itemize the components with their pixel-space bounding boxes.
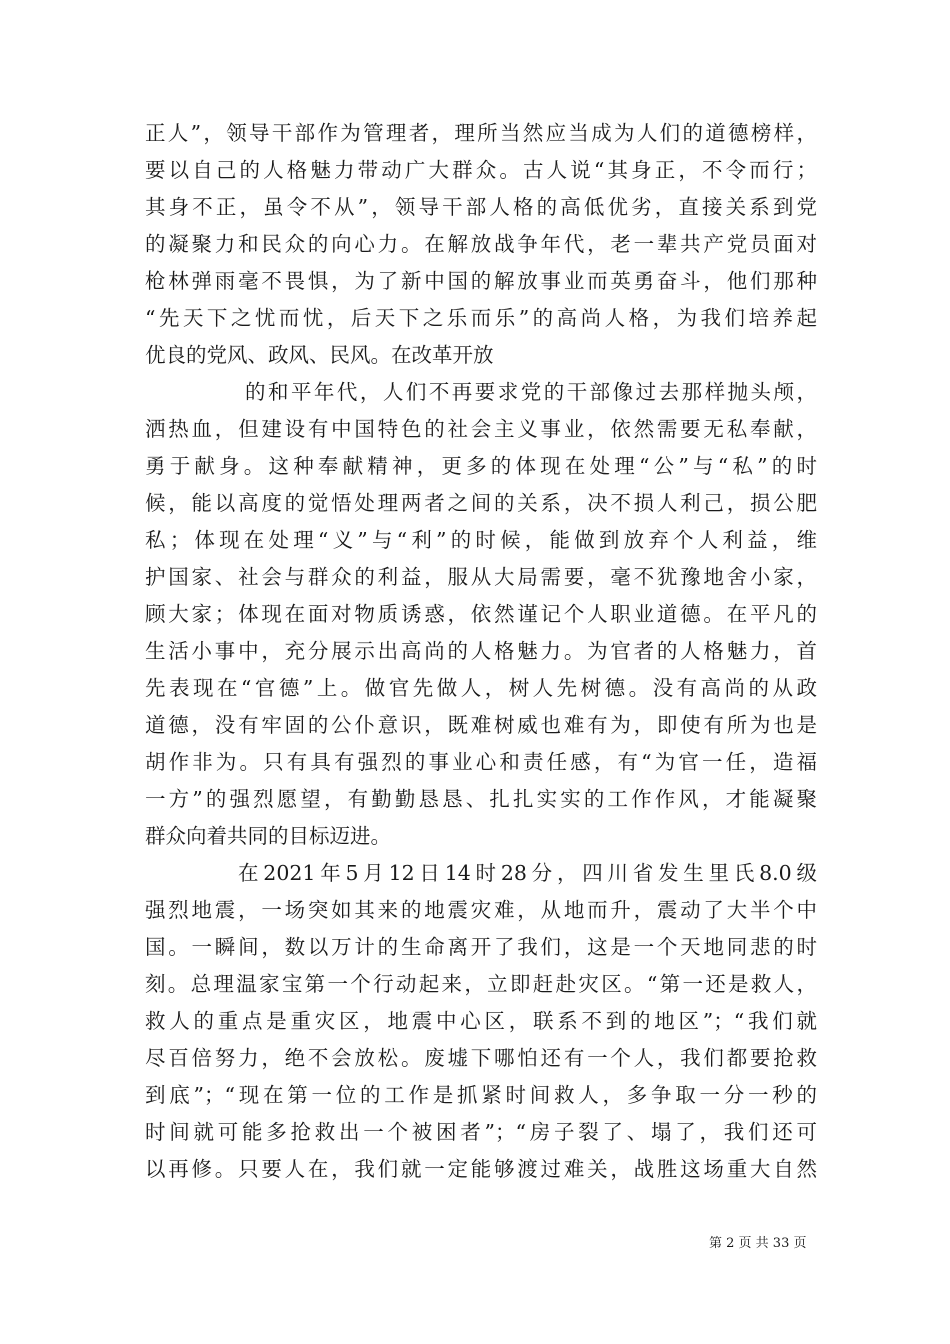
text-line: 以再修。只要人在，我们就一定能够渡过难关，战胜这场重大自然: [145, 1157, 817, 1181]
text-line: 救人的重点是重灾区，地震中心区，联系不到的地区”；“我们就: [145, 1009, 817, 1033]
text-line: 在2021年5月12日14时28分，四川省发生里氏8.0级: [238, 861, 817, 885]
text-line: 到底”；“现在第一位的工作是抓紧时间救人，多争取一分一秒的: [145, 1083, 817, 1107]
text-line: 时间就可能多抢救出一个被困者”；“房子裂了、塌了，我们还可: [145, 1120, 817, 1144]
text-line: 胡作非为。只有具有强烈的事业心和责任感，有“为官一任，造福: [145, 750, 817, 774]
text-line: 正人”，领导干部作为管理者，理所当然应当成为人们的道德榜样，: [145, 121, 817, 145]
text-line: “先天下之忧而忧，后天下之乐而乐”的高尚人格，为我们培养起: [145, 306, 817, 330]
text-line: 的和平年代，人们不再要求党的干部像过去那样抛头颅，: [245, 380, 817, 404]
text-line: 强烈地震，一场突如其来的地震灾难，从地而升，震动了大半个中: [145, 898, 817, 922]
text-line: 的凝聚力和民众的向心力。在解放战争年代，老一辈共产党员面对: [145, 232, 817, 256]
text-line: 先表现在“官德”上。做官先做人，树人先树德。没有高尚的从政: [145, 676, 817, 700]
text-line: 洒热血，但建设有中国特色的社会主义事业，依然需要无私奉献，: [145, 417, 817, 441]
text-line: 顾大家；体现在面对物质诱惑，依然谨记个人职业道德。在平凡的: [145, 602, 817, 626]
text-line: 一方”的强烈愿望，有勤勤恳恳、扎扎实实的工作作风，才能凝聚: [145, 787, 817, 811]
text-line: 其身不正，虽令不从”，领导干部人格的高低优劣，直接关系到党: [145, 195, 817, 219]
text-line: 候，能以高度的觉悟处理两者之间的关系，决不损人利己，损公肥: [145, 491, 817, 515]
text-line: 私；体现在处理“义”与“利”的时候，能做到放弃个人利益，维: [145, 528, 817, 552]
text-line: 要以自己的人格魅力带动广大群众。古人说“其身正，不令而行；: [145, 158, 817, 182]
text-line: 国。一瞬间，数以万计的生命离开了我们，这是一个天地同悲的时: [145, 935, 817, 959]
page-number: 第 2 页 共 33 页: [709, 1236, 807, 1251]
text-line: 枪林弹雨毫不畏惧，为了新中国的解放事业而英勇奋斗，他们那种: [145, 269, 817, 293]
document-body: [145, 115, 817, 1188]
text-line: 刻。总理温家宝第一个行动起来，立即赶赴灾区。“第一还是救人，: [145, 972, 817, 996]
text-line: 生活小事中，充分展示出高尚的人格魅力。为官者的人格魅力，首: [145, 639, 817, 663]
text-line: 尽百倍努力，绝不会放松。废墟下哪怕还有一个人，我们都要抢救: [145, 1046, 817, 1070]
text-line: 道德，没有牢固的公仆意识，既难树威也难有为，即使有所为也是: [145, 713, 817, 737]
text-line: 优良的党风、政风、民风。在改革开放: [145, 343, 494, 367]
text-line: 群众向着共同的目标迈进。: [145, 824, 391, 848]
text-line: 护国家、社会与群众的利益，服从大局需要，毫不犹豫地舍小家，: [145, 565, 817, 589]
text-line: 勇于献身。这种奉献精神，更多的体现在处理“公”与“私”的时: [145, 454, 817, 478]
